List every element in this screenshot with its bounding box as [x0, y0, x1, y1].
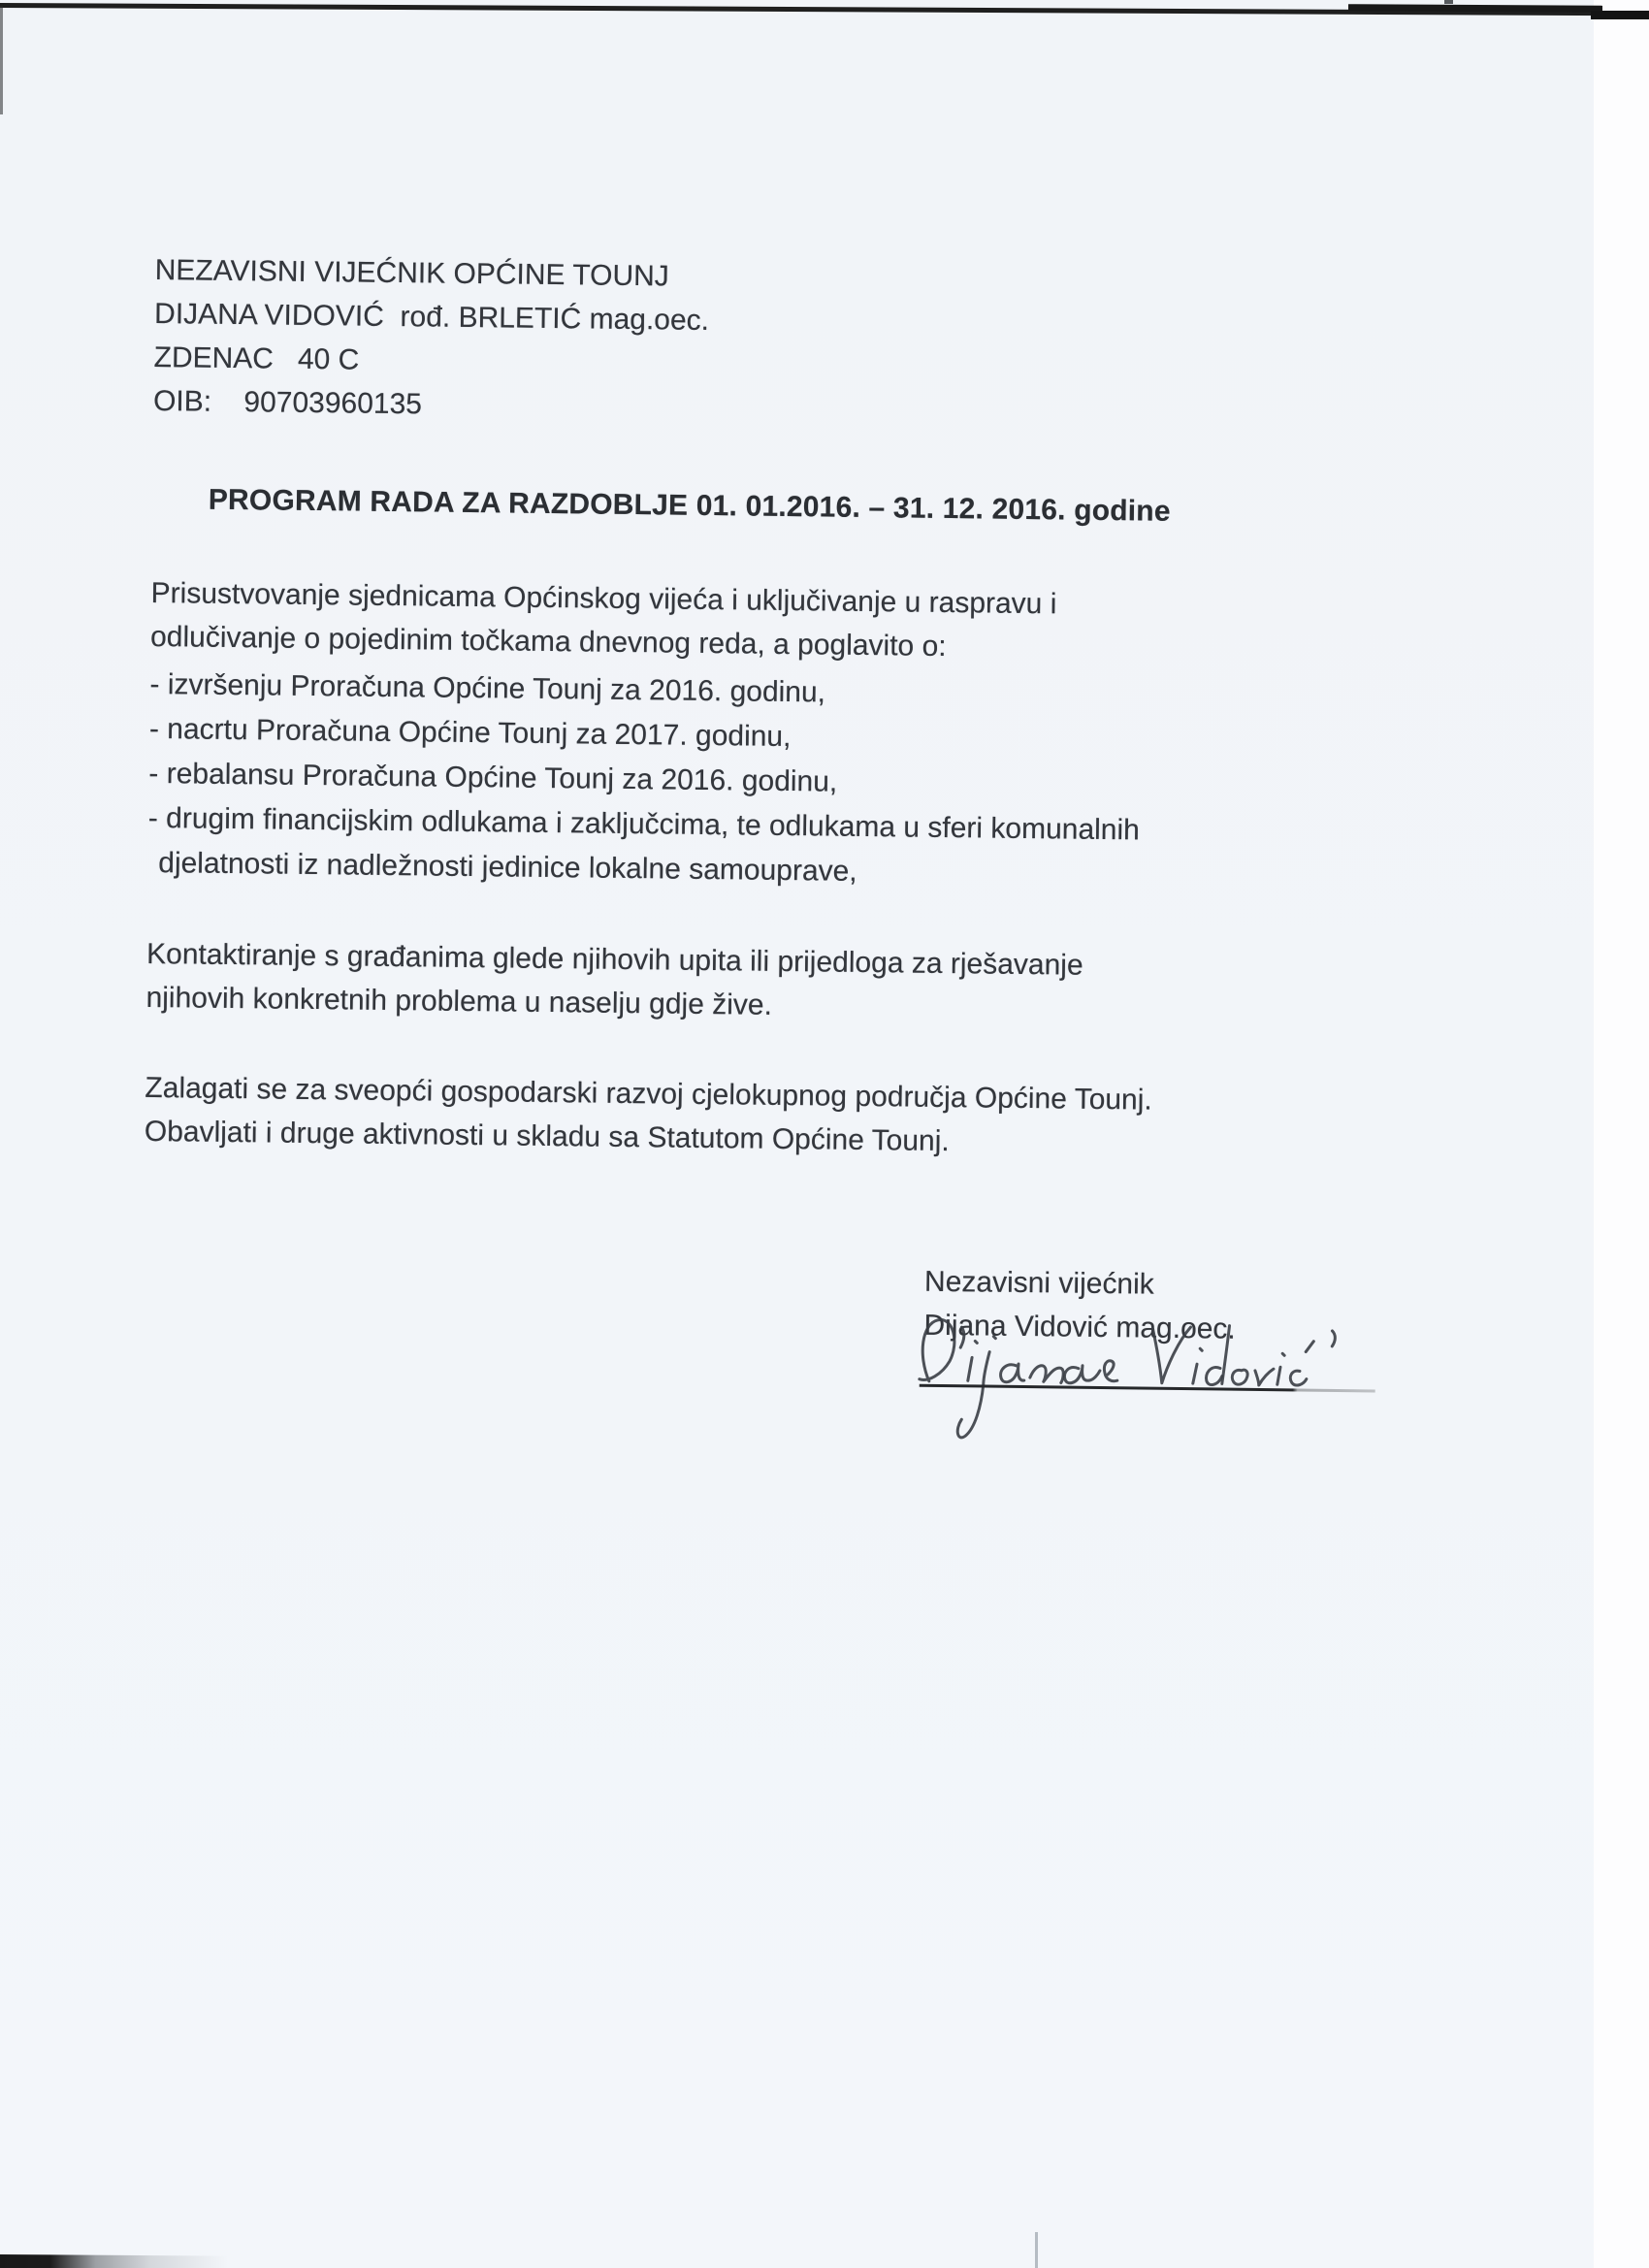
sender-oib: OIB: 90703960135 [152, 384, 423, 421]
scan-artifact-bottom-mark [1035, 2232, 1038, 2268]
bullet-item-continuation: djelatnosti iz nadležnosti jedinice lokalne samouprave, [158, 847, 857, 888]
bullet-item: - izvršenju Proračuna Općine Tounj za 2016. godinu, [149, 667, 826, 709]
scan-artifact-left-edge [0, 6, 3, 114]
bullet-item: - nacrtu Proračuna Općine Tounj za 2017. godinu, [148, 712, 792, 754]
document-title: PROGRAM RADA ZA RAZDOBLJE 01. 01.2016. – 31. 12. 2016. godine [208, 483, 1171, 528]
advocacy-line: Obavljati i druge aktivnosti u skladu sa Statutom Općine Tounj. [144, 1115, 950, 1158]
intro-line: Prisustvovanje sjednicama Općinskog vijeća i uključivanje u raspravu i [150, 576, 1057, 621]
sender-header [153, 248, 1513, 439]
scan-artifact-top-nub [1444, 0, 1453, 4]
signature-area [923, 1347, 1379, 1394]
contact-line: Kontaktiranje s građanima glede njihovih upita ili prijedloga za rješavanje [146, 937, 1083, 982]
sender-name: DIJANA VIDOVIĆ rođ. BRLETIĆ mag.oec. [153, 297, 710, 337]
advocacy-line: Zalagati se za sveopći gospodarski razvoj cjelokupnog područja Općine Tounj. [145, 1071, 1152, 1117]
scan-artifact-bottom-smudge [0, 2254, 228, 2268]
signature-role: Nezavisni vijećnik [923, 1265, 1154, 1301]
advocacy-paragraph [145, 1066, 1504, 1170]
sender-address: ZDENAC 40 C [153, 340, 360, 376]
contact-paragraph [146, 932, 1504, 1036]
contact-line: njihovih konkretnih problema u naselju gdje žive. [146, 981, 773, 1021]
bullet-item: - rebalansu Proračuna Općine Tounj za 2016. godinu, [148, 757, 838, 798]
signature-name: Dijana Vidović mag.oec. [923, 1309, 1236, 1345]
bullet-item: - drugim financijskim odlukama i zaključcima, te odlukama u sferi komunalnih [147, 801, 1141, 847]
sender-title: NEZAVISNI VIJEĆNIK OPĆINE TOUNJ [154, 253, 669, 293]
intro-line: odlučivanje o pojedinim točkama dnevnog reda, a poglavito o: [149, 620, 947, 663]
document-content [142, 248, 1513, 1395]
handwritten-signature [907, 1287, 1345, 1457]
bullet-list [147, 663, 1508, 902]
signature-block [142, 1250, 1502, 1395]
scan-artifact-top-edge-end [1591, 11, 1649, 19]
intro-paragraph [150, 571, 1509, 675]
